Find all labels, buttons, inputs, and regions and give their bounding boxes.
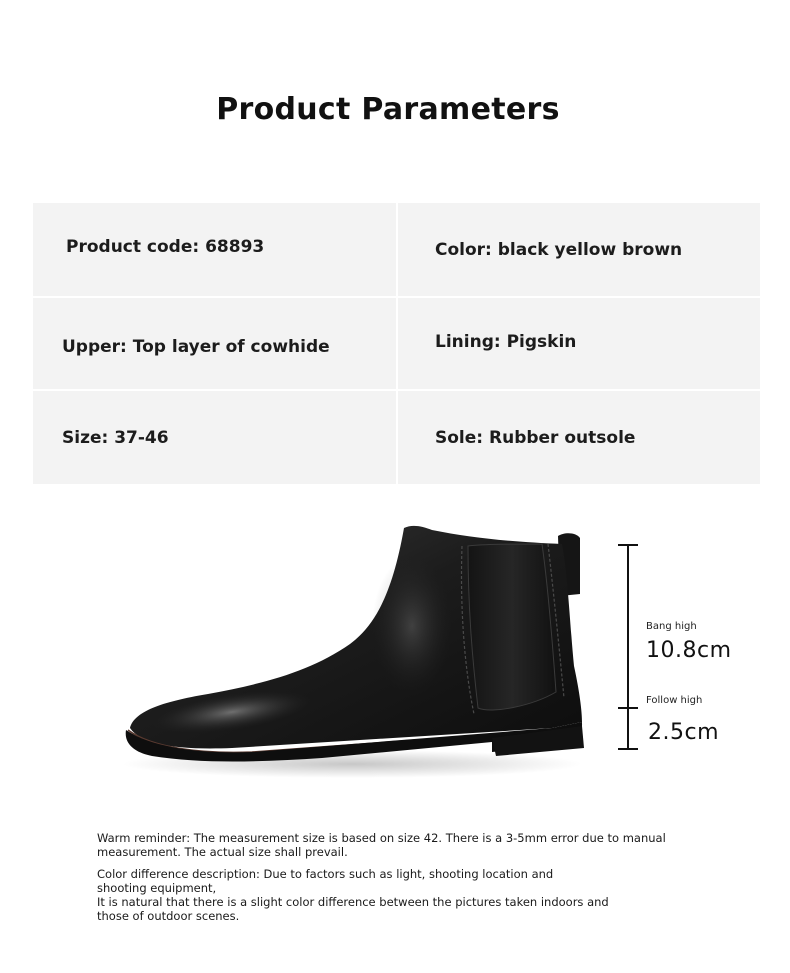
page-title: Product Parameters — [216, 92, 560, 127]
param-cell-upper — [33, 296, 396, 389]
boot-image — [112, 516, 592, 791]
param-cell-lining — [396, 296, 760, 389]
param-size: Size: 37-46 — [62, 427, 169, 448]
color-difference-text: Color difference description: Due to factors such as light, shooting location and shooting equipment, It is natural that there is a slight color difference between the pictures taken indoors and those of outdoor scenes. — [97, 867, 609, 923]
param-sole: Sole: Rubber outsole — [435, 427, 636, 448]
param-cell-sole — [396, 389, 760, 484]
follow-high-value: 2.5cm — [648, 720, 720, 745]
elastic-gusset — [468, 544, 556, 710]
follow-high-label: Follow high — [646, 695, 703, 706]
param-color: Color: black yellow brown — [435, 239, 683, 260]
param-cell-code — [33, 203, 396, 296]
param-cell-color — [396, 203, 760, 296]
notes-section — [97, 831, 737, 931]
bang-high-label: Bang high — [646, 621, 697, 632]
parameter-table — [33, 203, 760, 484]
param-upper: Upper: Top layer of cowhide — [62, 336, 330, 357]
warm-reminder-text: Warm reminder: The measurement size is based on size 42. There is a 3-5mm error due to manual measurement. The actual size shall prevail. — [97, 831, 666, 859]
param-cell-size — [33, 389, 396, 484]
param-lining: Lining: Pigskin — [435, 331, 577, 352]
bang-high-value: 10.8cm — [646, 638, 732, 663]
measure-tick-bottom — [618, 748, 638, 750]
chelsea-boot-illustration — [112, 516, 592, 791]
shaft-highlight — [372, 556, 452, 696]
height-measure-scale — [616, 544, 640, 750]
measure-tick-middle — [618, 707, 638, 709]
measure-tick-top — [618, 544, 638, 546]
param-code: Product code: 68893 — [66, 236, 265, 257]
measure-line — [627, 544, 629, 750]
